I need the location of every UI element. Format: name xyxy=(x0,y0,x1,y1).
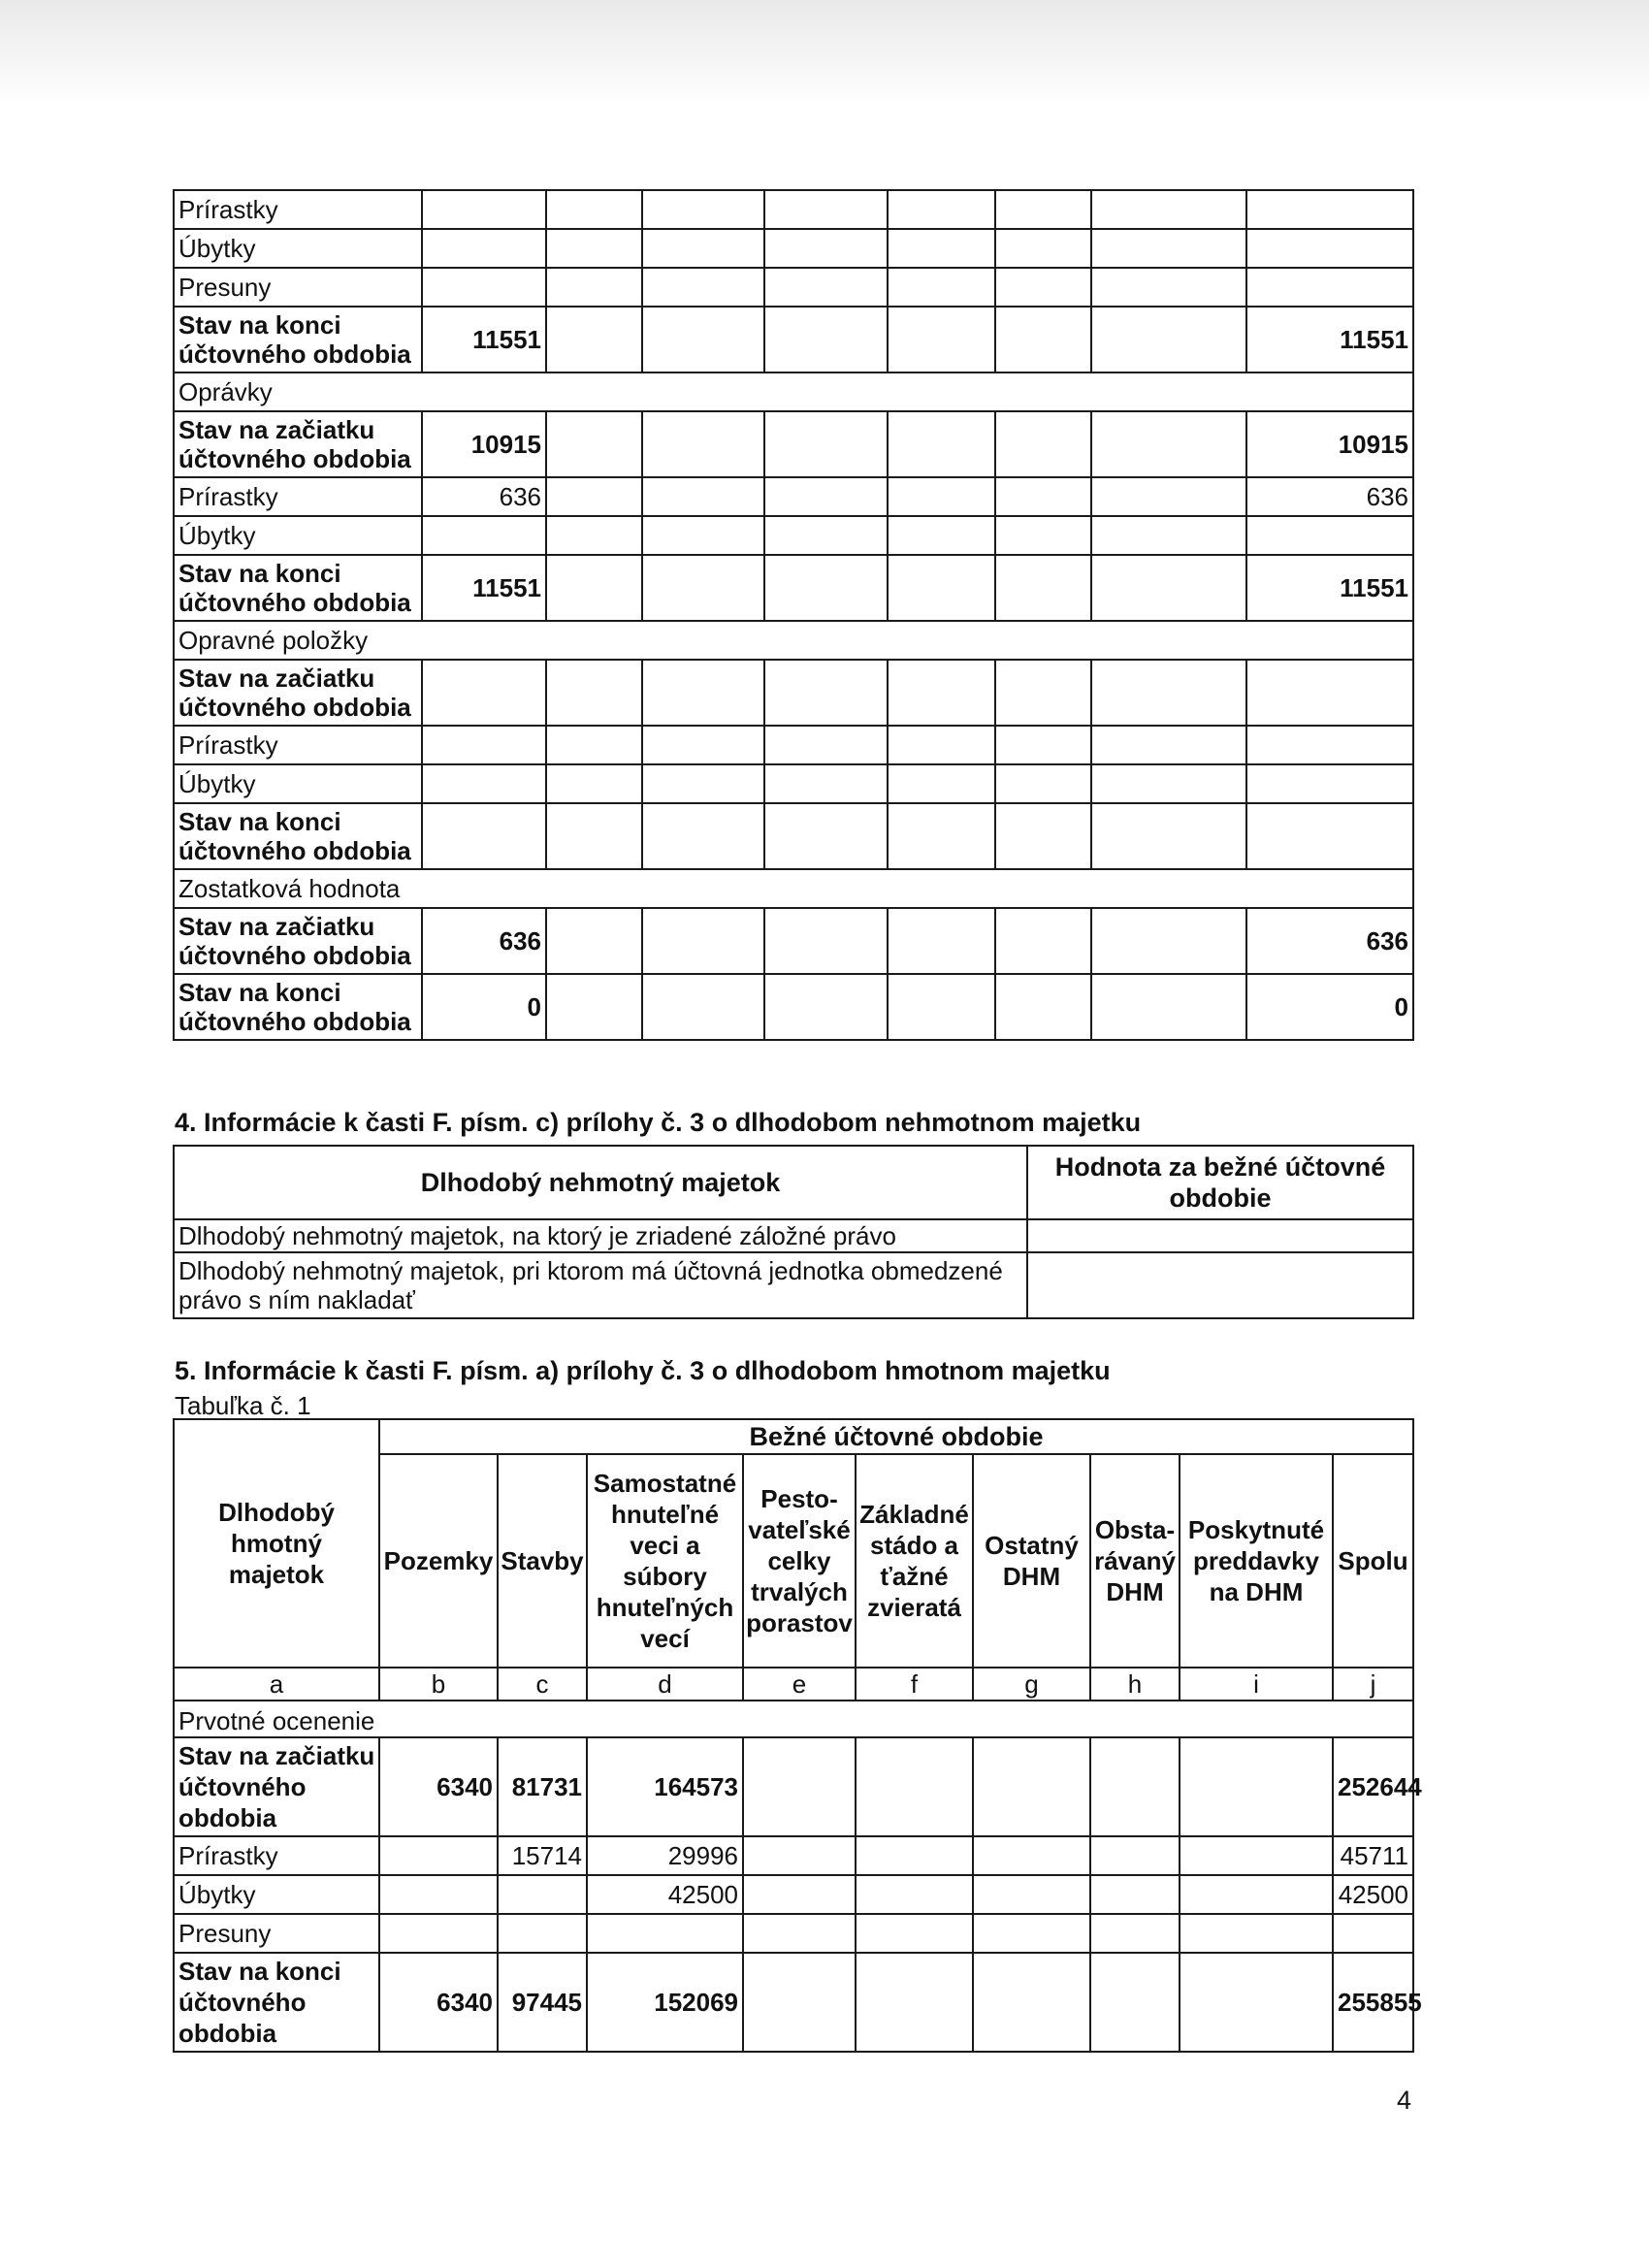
value-cell: 42500 xyxy=(587,1875,743,1914)
empty-cell xyxy=(1091,908,1246,974)
column-letter: g xyxy=(973,1668,1090,1701)
empty-cell xyxy=(764,726,888,764)
value-cell: 636 xyxy=(422,477,546,516)
empty-cell xyxy=(764,477,888,516)
value-cell: 636 xyxy=(422,908,546,974)
empty-cell xyxy=(764,764,888,803)
column-letter: h xyxy=(1090,1668,1180,1701)
value-cell: 29996 xyxy=(587,1836,743,1875)
value-cell xyxy=(856,1737,973,1836)
empty-cell xyxy=(888,974,995,1040)
empty-cell xyxy=(1091,477,1246,516)
value-cell xyxy=(422,516,546,555)
column-letter: e xyxy=(743,1668,856,1701)
value-cell xyxy=(973,1914,1090,1953)
row-label: Prírastky xyxy=(174,1836,379,1875)
column-header: Stavby xyxy=(498,1454,587,1668)
column-header: Spolu xyxy=(1333,1454,1413,1668)
row-label: Úbytky xyxy=(174,764,422,803)
empty-cell xyxy=(1091,307,1246,373)
empty-cell xyxy=(888,268,995,307)
table-1-caption: Tabuľka č. 1 xyxy=(175,1391,311,1420)
empty-cell xyxy=(764,411,888,477)
column-header: Obsta-rávaný DHM xyxy=(1090,1454,1180,1668)
empty-cell xyxy=(995,555,1091,621)
value-cell xyxy=(422,660,546,726)
section-4-heading: 4. Informácie k časti F. písm. c) prílohy č. 3 o dlhodobom nehmotnom majetku xyxy=(175,1108,1142,1137)
row-label: Stav na začiatku účtovného obdobia xyxy=(174,411,422,477)
empty-cell xyxy=(888,229,995,268)
empty-cell xyxy=(1091,726,1246,764)
empty-cell xyxy=(1091,516,1246,555)
value-cell xyxy=(743,1875,856,1914)
empty-cell xyxy=(995,908,1091,974)
empty-cell xyxy=(642,307,764,373)
value-cell xyxy=(1090,1953,1180,2052)
row-label: Presuny xyxy=(174,268,422,307)
empty-cell xyxy=(642,555,764,621)
column-header: Pozemky xyxy=(379,1454,498,1668)
empty-cell xyxy=(764,307,888,373)
value-cell: 6340 xyxy=(379,1953,498,2052)
empty-cell xyxy=(546,307,642,373)
empty-cell xyxy=(764,908,888,974)
value-cell xyxy=(1090,1836,1180,1875)
value-cell: 255855 xyxy=(1333,1953,1413,2052)
empty-cell xyxy=(764,229,888,268)
value-cell xyxy=(856,1953,973,2052)
value-cell: 0 xyxy=(422,974,546,1040)
value-cell xyxy=(422,764,546,803)
value-cell: 252644 xyxy=(1333,1737,1413,1836)
empty-cell xyxy=(995,726,1091,764)
value-cell: 164573 xyxy=(587,1737,743,1836)
row-label: Stav na začiatku účtovného obdobia xyxy=(174,1737,379,1836)
empty-cell xyxy=(1091,764,1246,803)
restricted-row-label: Dlhodobý nehmotný majetok, pri ktorom má účtovná jednotka obmedzené právo s ním nakladať xyxy=(174,1252,1027,1318)
col-header-intangible: Dlhodobý nehmotný majetok xyxy=(174,1146,1027,1219)
row-label: Prírastky xyxy=(174,190,422,229)
empty-cell xyxy=(546,803,642,869)
value-cell: 11551 xyxy=(422,307,546,373)
initial-valuation-section: Prvotné ocenenie xyxy=(174,1701,1413,1737)
value-cell xyxy=(973,1875,1090,1914)
empty-cell xyxy=(642,908,764,974)
value-cell xyxy=(587,1914,743,1953)
value-cell: 15714 xyxy=(498,1836,587,1875)
empty-cell xyxy=(642,477,764,516)
value-cell: 45711 xyxy=(1333,1836,1413,1875)
row-label: Prírastky xyxy=(174,726,422,764)
total-cell: 636 xyxy=(1246,908,1413,974)
empty-cell xyxy=(764,974,888,1040)
value-cell xyxy=(743,1914,856,1953)
empty-cell xyxy=(764,803,888,869)
empty-cell xyxy=(888,190,995,229)
empty-cell xyxy=(546,974,642,1040)
value-cell xyxy=(1180,1737,1333,1836)
value-cell xyxy=(743,1737,856,1836)
column-header: Samostatné hnuteľné veci a súbory hnuteľných vecí xyxy=(587,1454,743,1668)
empty-cell xyxy=(1091,974,1246,1040)
value-cell xyxy=(973,1836,1090,1875)
empty-cell xyxy=(888,726,995,764)
empty-cell xyxy=(642,803,764,869)
pledge-row-label: Dlhodobý nehmotný majetok, na ktorý je zriadené záložné právo xyxy=(174,1219,1027,1252)
value-cell xyxy=(1180,1836,1333,1875)
empty-cell xyxy=(764,190,888,229)
value-cell xyxy=(856,1836,973,1875)
empty-cell xyxy=(764,555,888,621)
empty-cell xyxy=(995,307,1091,373)
value-cell xyxy=(498,1875,587,1914)
pledge-row-value xyxy=(1027,1219,1413,1252)
empty-cell xyxy=(888,516,995,555)
restricted-row-value xyxy=(1027,1252,1413,1318)
empty-cell xyxy=(546,190,642,229)
empty-cell xyxy=(642,764,764,803)
empty-cell xyxy=(888,555,995,621)
empty-cell xyxy=(888,764,995,803)
first-col-header: Dlhodobý hmotný majetok xyxy=(174,1419,379,1668)
value-cell xyxy=(422,190,546,229)
empty-cell xyxy=(1091,555,1246,621)
total-cell: 11551 xyxy=(1246,555,1413,621)
value-cell xyxy=(856,1914,973,1953)
empty-cell xyxy=(995,229,1091,268)
empty-cell xyxy=(995,764,1091,803)
row-label: Stav na konci účtovného obdobia xyxy=(174,555,422,621)
tangible-assets-table xyxy=(173,1418,1422,2053)
empty-cell xyxy=(546,726,642,764)
value-cell xyxy=(422,726,546,764)
col-header-value: Hodnota za bežné účtovné obdobie xyxy=(1027,1146,1413,1219)
empty-cell xyxy=(546,229,642,268)
empty-cell xyxy=(1091,660,1246,726)
row-label: Stav na konci účtovného obdobia xyxy=(174,803,422,869)
row-label: Úbytky xyxy=(174,229,422,268)
value-cell xyxy=(379,1914,498,1953)
column-header: Poskytnuté preddavky na DHM xyxy=(1180,1454,1333,1668)
empty-cell xyxy=(546,411,642,477)
total-cell xyxy=(1246,803,1413,869)
value-cell xyxy=(1090,1875,1180,1914)
empty-cell xyxy=(995,803,1091,869)
value-cell: 152069 xyxy=(587,1953,743,2052)
value-cell xyxy=(856,1875,973,1914)
column-header: Základné stádo a ťažné zvieratá xyxy=(856,1454,973,1668)
empty-cell xyxy=(1091,229,1246,268)
column-letter: i xyxy=(1180,1668,1333,1701)
empty-cell xyxy=(546,555,642,621)
empty-cell xyxy=(888,477,995,516)
total-cell xyxy=(1246,190,1413,229)
total-cell: 11551 xyxy=(1246,307,1413,373)
empty-cell xyxy=(995,477,1091,516)
total-cell: 10915 xyxy=(1246,411,1413,477)
value-cell xyxy=(422,229,546,268)
empty-cell xyxy=(1091,190,1246,229)
total-cell xyxy=(1246,229,1413,268)
total-cell xyxy=(1246,268,1413,307)
empty-cell xyxy=(642,268,764,307)
empty-cell xyxy=(546,764,642,803)
value-cell xyxy=(1180,1914,1333,1953)
value-cell xyxy=(422,268,546,307)
value-cell xyxy=(1090,1914,1180,1953)
row-label: Prírastky xyxy=(174,477,422,516)
section-label: Oprávky xyxy=(174,373,1413,411)
row-label: Presuny xyxy=(174,1914,379,1953)
value-cell xyxy=(743,1836,856,1875)
row-label: Stav na konci účtovného obdobia xyxy=(174,1953,379,2052)
total-cell xyxy=(1246,726,1413,764)
total-cell: 0 xyxy=(1246,974,1413,1040)
value-cell xyxy=(422,803,546,869)
total-cell: 636 xyxy=(1246,477,1413,516)
row-label: Stav na konci účtovného obdobia xyxy=(174,974,422,1040)
empty-cell xyxy=(546,908,642,974)
empty-cell xyxy=(764,516,888,555)
empty-cell xyxy=(888,660,995,726)
row-label: Stav na začiatku účtovného obdobia xyxy=(174,660,422,726)
total-cell xyxy=(1246,516,1413,555)
empty-cell xyxy=(642,516,764,555)
column-letter: c xyxy=(498,1668,587,1701)
intangible-pledge-table xyxy=(173,1145,1414,1319)
empty-cell xyxy=(1091,268,1246,307)
column-letter: d xyxy=(587,1668,743,1701)
row-label: Stav na konci účtovného obdobia xyxy=(174,307,422,373)
empty-cell xyxy=(1091,411,1246,477)
scan-shadow xyxy=(0,0,1649,107)
total-cell xyxy=(1246,660,1413,726)
column-letter: f xyxy=(856,1668,973,1701)
value-cell: 81731 xyxy=(498,1737,587,1836)
empty-cell xyxy=(888,411,995,477)
value-cell xyxy=(1180,1875,1333,1914)
empty-cell xyxy=(764,660,888,726)
empty-cell xyxy=(642,229,764,268)
empty-cell xyxy=(888,307,995,373)
empty-cell xyxy=(764,268,888,307)
empty-cell xyxy=(546,268,642,307)
row-label: Úbytky xyxy=(174,1875,379,1914)
empty-cell xyxy=(546,516,642,555)
empty-cell xyxy=(995,660,1091,726)
empty-cell xyxy=(642,974,764,1040)
page-number: 4 xyxy=(1397,2086,1412,2115)
value-cell: 42500 xyxy=(1333,1875,1413,1914)
intangible-assets-continuation-table xyxy=(173,189,1414,1041)
empty-cell xyxy=(995,411,1091,477)
value-cell xyxy=(973,1953,1090,2052)
row-label: Stav na začiatku účtovného obdobia xyxy=(174,908,422,974)
empty-cell xyxy=(995,268,1091,307)
value-cell xyxy=(498,1914,587,1953)
empty-cell xyxy=(642,726,764,764)
row-label: Úbytky xyxy=(174,516,422,555)
value-cell xyxy=(1180,1953,1333,2052)
value-cell xyxy=(379,1836,498,1875)
column-header: Pesto-vateľské celky trvalých porastov xyxy=(743,1454,856,1668)
empty-cell xyxy=(995,190,1091,229)
section-label: Opravné položky xyxy=(174,621,1413,660)
empty-cell xyxy=(546,477,642,516)
value-cell: 10915 xyxy=(422,411,546,477)
value-cell xyxy=(973,1737,1090,1836)
value-cell: 6340 xyxy=(379,1737,498,1836)
value-cell: 11551 xyxy=(422,555,546,621)
section-label: Zostatková hodnota xyxy=(174,869,1413,908)
empty-cell xyxy=(642,190,764,229)
section-5-heading: 5. Informácie k časti F. písm. a) prílohy č. 3 o dlhodobom hmotnom majetku xyxy=(175,1356,1111,1385)
total-cell xyxy=(1246,764,1413,803)
value-cell: 97445 xyxy=(498,1953,587,2052)
empty-cell xyxy=(546,660,642,726)
empty-cell xyxy=(995,974,1091,1040)
empty-cell xyxy=(642,660,764,726)
value-cell xyxy=(379,1875,498,1914)
value-cell xyxy=(1333,1914,1413,1953)
value-cell xyxy=(1090,1737,1180,1836)
value-cell xyxy=(743,1953,856,2052)
empty-cell xyxy=(888,908,995,974)
period-header: Bežné účtovné obdobie xyxy=(379,1419,1413,1454)
column-letter: a xyxy=(174,1668,379,1701)
empty-cell xyxy=(995,516,1091,555)
empty-cell xyxy=(888,803,995,869)
column-header: Ostatný DHM xyxy=(973,1454,1090,1668)
column-letter: b xyxy=(379,1668,498,1701)
empty-cell xyxy=(1091,803,1246,869)
column-letter: j xyxy=(1333,1668,1413,1701)
empty-cell xyxy=(642,411,764,477)
